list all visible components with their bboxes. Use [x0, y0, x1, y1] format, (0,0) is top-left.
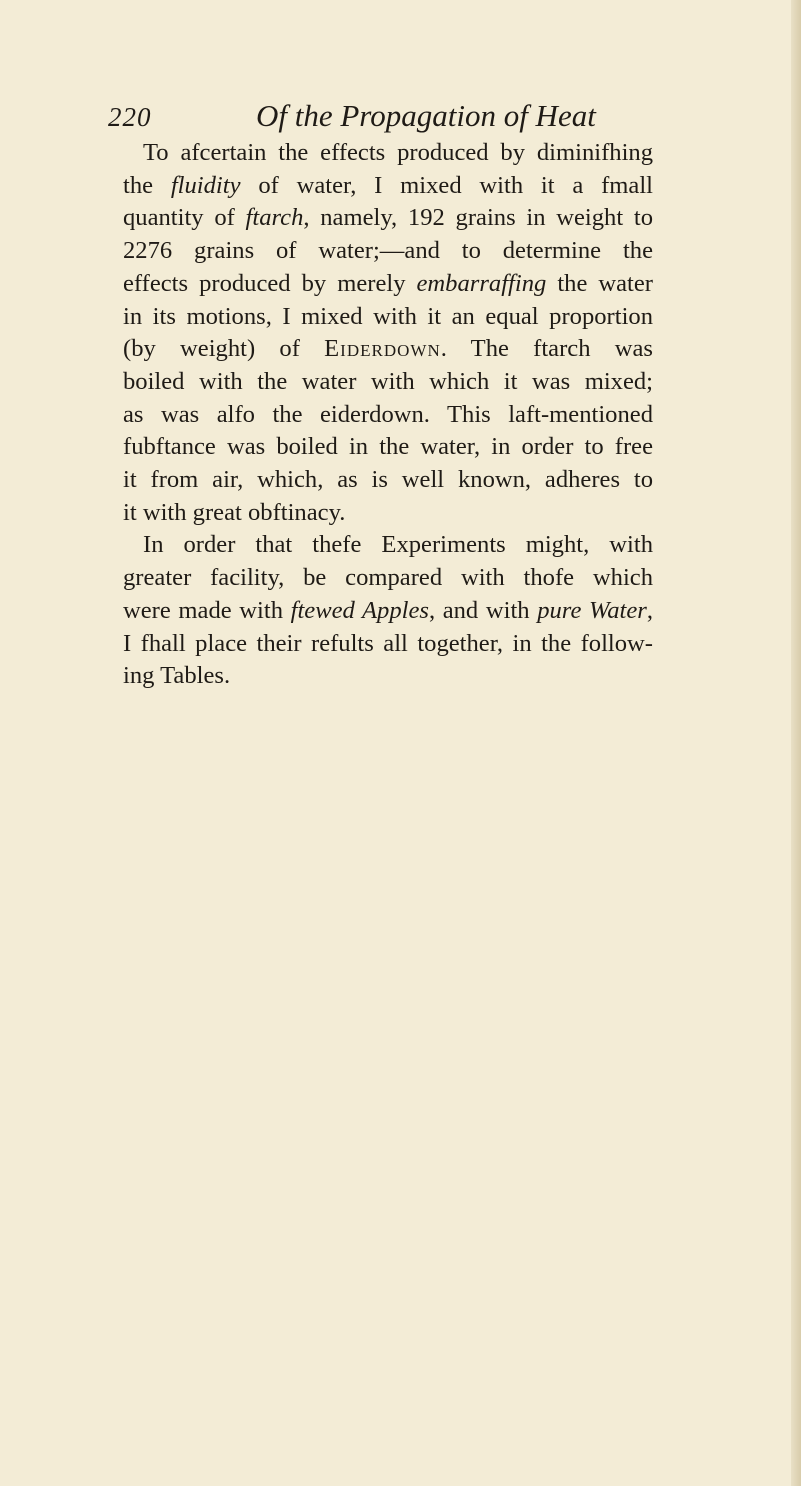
italic-term-starch: ftarch: [245, 204, 304, 232]
page-header: [108, 96, 708, 140]
page-number: 220: [108, 102, 152, 132]
text-line: greater facility, be compared with thofe which: [123, 564, 653, 592]
running-head: Of the Propagation of Heat: [256, 98, 596, 133]
text-line: ing Tables.: [123, 662, 231, 690]
text-line: I fhall place their refults all together, in the follow-: [123, 629, 653, 657]
text-line: 2276 grains of water;—and to determine the: [123, 237, 653, 265]
italic-term-stewed-apples: ftewed Apples: [290, 596, 429, 624]
text-line: (by weight) of Eiderdown. The ftarch was: [123, 335, 653, 363]
text-line: it with great obftinacy.: [123, 498, 346, 526]
italic-term-fluidity: fluidity: [170, 171, 241, 199]
page-edge: [791, 0, 801, 1486]
text-line: quantity of ftarch, namely, 192 grains in weight to: [123, 204, 654, 232]
text-line: In order that thefe Experiments might, with: [143, 531, 653, 559]
text-line: it from air, which, as is well known, adheres to: [123, 466, 653, 494]
text-line: To afcertain the effects produced by diminifhing: [143, 139, 653, 166]
text-line: effects produced by merely embarraffing the water: [123, 269, 653, 297]
italic-term-embarrassing: embarraffing: [416, 269, 547, 297]
text-line: were made with ftewed Apples, and with pure Water,: [123, 596, 653, 624]
text-line: boiled with the water with which it was mixed;: [123, 367, 653, 395]
text-line: as was alfo the eiderdown. This laft-mentioned: [123, 400, 653, 428]
text-line: in its motions, I mixed with it an equal proportion: [123, 302, 653, 330]
body-text: [123, 137, 653, 693]
smallcaps-term-eiderdown: Eiderdown: [324, 335, 441, 363]
italic-term-pure-water: pure Water: [537, 596, 647, 624]
text-line: fubftance was boiled in the water, in order to free: [123, 433, 653, 461]
text-line: the fluidity of water, I mixed with it a fmall: [123, 171, 653, 199]
